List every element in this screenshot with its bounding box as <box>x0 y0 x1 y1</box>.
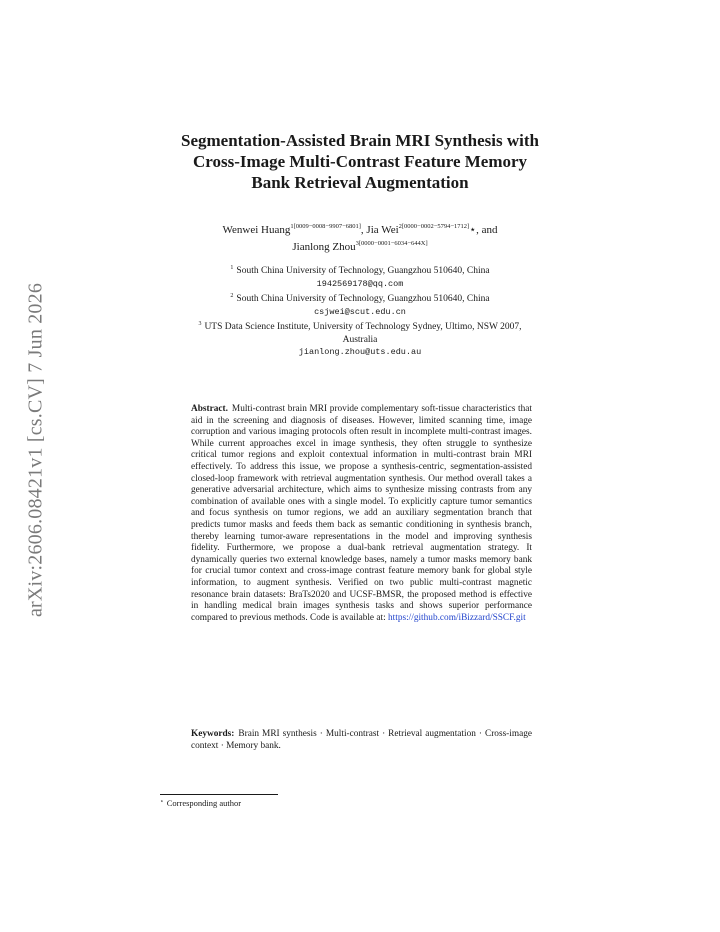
email: csjwei@scut.edu.cn <box>314 306 406 317</box>
footnote-rule <box>160 794 278 795</box>
affiliation-text: UTS Data Science Institute, University of Technology Sydney, Ultimo, NSW 2007, <box>204 322 522 332</box>
abstract-body: Multi-contrast brain MRI provide complementary soft-tissue characteristics that aid in the screening and diagnosis of diseases. However, limited scanning time, image corruption and various imaging protocols often result in incomplete multi-contrast images. While current approaches excel in image synthesis, they often struggle to synthesize critical tumor regions and exploit contextual information in multi-contrast brain MRI effectively. To address this issue, we propose a synthesis-centric, segmentation-assisted closed-loop framework with retrieval augmentation synthesis. Our method overall takes a generative adversarial architecture, which aims to synthesize missing contrasts from any combination of available ones with a single model. To explicitly capture tumor semantics and focus synthesis on tumor regions, we add an auxiliary segmentation branch that predicts tumor masks and feeds them back as semantic conditioning in synthesis branch, thereby learning tumor-aware representations in the model and improving synthesis fidelity. Furthermore, we propose a dual-bank retrieval augmentation strategy. It dynamically queries two external knowledge bases, namely a tumor masks memory bank for crucial tumor context and cross-image contrast feature memory bank for global style information, to augment synthesis. Verified on two public multi-contrast magnetic resonance brain datasets: BraTs2020 and UCSF-BMSR, the proposed method is effective in handling medical brain images synthesis tasks and shows superior performance compared to previous methods. Code is available at: <box>191 404 532 623</box>
abstract <box>191 404 532 624</box>
corresponding-mark: ⋆ <box>469 224 477 236</box>
affiliation <box>130 262 590 278</box>
title-line: Bank Retrieval Augmentation <box>251 173 469 192</box>
email: 1942569178@qq.com <box>316 278 404 289</box>
author-separator: , and <box>476 224 498 236</box>
email: jianlong.zhou@uts.edu.au <box>298 347 422 357</box>
keywords-body: Brain MRI synthesis · Multi-contrast · Retrieval augmentation · Cross-image context · Memory bank. <box>191 729 532 751</box>
keywords-label: Keywords: <box>191 729 235 739</box>
author-name: Jianlong Zhou <box>292 241 356 253</box>
affiliation-text: South China University of Technology, Guangzhou 510640, China <box>236 266 490 276</box>
keywords <box>191 729 532 752</box>
abstract-label: Abstract. <box>191 404 228 414</box>
affiliation <box>130 290 590 306</box>
author-name: Jia Wei <box>366 224 399 236</box>
title-line: Segmentation-Assisted Brain MRI Synthesis with <box>181 131 539 150</box>
paper-title <box>140 130 580 193</box>
affiliation-list <box>130 262 590 359</box>
footnote <box>160 798 241 808</box>
author-orcid: 2[0000−0002−5794−1712] <box>398 223 470 230</box>
author-list <box>130 220 590 254</box>
affiliation-number: 3 <box>198 321 202 327</box>
affiliation-continued: Australia <box>342 334 378 345</box>
footnote-mark: ⋆ <box>160 799 164 805</box>
footnote-text: Corresponding author <box>166 798 242 808</box>
title-line: Cross-Image Multi-Contrast Feature Memory <box>192 152 528 171</box>
affiliation-number: 2 <box>230 293 234 299</box>
code-link[interactable]: https://github.com/iBizzard/SSCF.git <box>388 612 526 623</box>
author-separator: , <box>360 224 367 236</box>
author-name: Wenwei Huang <box>222 224 291 236</box>
affiliation-number: 1 <box>230 265 234 271</box>
author-orcid: 3[0000−0001−6034−644X] <box>355 240 428 247</box>
affiliation-text: South China University of Technology, Guangzhou 510640, China <box>236 294 490 304</box>
arxiv-identifier: arXiv:2606.08421v1 [cs.CV] 7 Jun 2026 <box>24 282 47 618</box>
affiliation <box>130 318 590 334</box>
author-orcid: 1[0009−0008−9907−6801] <box>290 223 361 230</box>
